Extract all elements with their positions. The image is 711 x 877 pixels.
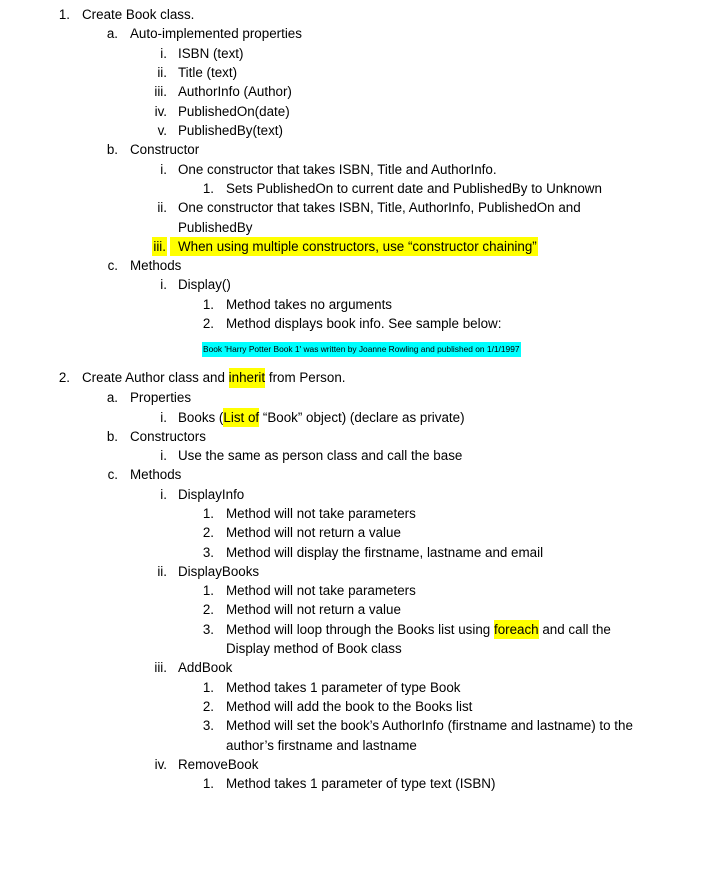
list-marker: i. [160, 277, 167, 292]
list-marker: 2. [202, 602, 214, 617]
list-item [0, 562, 711, 582]
list-item-text: Method will add the book to the Books list [226, 698, 473, 714]
list-item-continuation [0, 736, 711, 756]
list-item-text: Use the same as person class and call the base [178, 448, 463, 463]
list-item-text: Display method of Book class [226, 641, 402, 656]
list-marker: b. [106, 428, 118, 444]
list-item-text: Method will display the firstname, lastname and email [226, 544, 544, 560]
section-title: Create Book class. [82, 7, 195, 22]
list-item [0, 160, 711, 180]
list-marker: iii. [152, 237, 167, 257]
list-item-text: One constructor that takes ISBN, Title and AuthorInfo. [178, 161, 497, 177]
list-marker: 2. [202, 525, 214, 540]
list-item-text: Method displays book info. See sample below: [226, 315, 502, 331]
list-item [0, 716, 711, 736]
list-item [0, 774, 711, 794]
list-marker: a. [106, 26, 118, 41]
list-item [0, 102, 711, 122]
list-item [0, 82, 711, 102]
list-item-text: author’s firstname and lastname [226, 737, 417, 753]
list-item-text: Sets PublishedOn to current date and PublishedBy to Unknown [226, 181, 602, 196]
list-item-text: AddBook [178, 660, 233, 675]
list-marker: 3. [202, 621, 214, 637]
list-marker: i. [160, 161, 167, 177]
highlighted-text: When using multiple constructors, use “constructor chaining” [170, 237, 538, 257]
list-item-text: Method will not return a value [226, 525, 401, 540]
subsection-title: Methods [130, 258, 182, 273]
list-marker: 2. [202, 698, 214, 714]
list-marker: 1. [202, 679, 214, 695]
list-item [0, 63, 711, 83]
list-marker: 1. [202, 181, 214, 196]
highlight-wrap [170, 237, 538, 257]
list-marker: 2. [58, 370, 70, 385]
subsection-title: Methods [130, 467, 182, 482]
list-item [0, 5, 711, 25]
list-marker: 1. [202, 506, 214, 521]
list-item [0, 427, 711, 447]
list-marker: iv. [154, 103, 167, 119]
list-item-text: DisplayInfo [178, 486, 245, 502]
sample-output-text: Book 'Harry Potter Book 1' was written by Joanne Rowling and published on 1/1/1997 [202, 342, 521, 357]
title-text: from Person. [265, 370, 346, 385]
list-item [0, 24, 711, 44]
text-run: and call the [538, 621, 611, 637]
list-item-continuation [0, 639, 711, 659]
subsection-title: Properties [130, 390, 192, 405]
list-item-text: Method will not take parameters [226, 583, 416, 598]
list-marker: c. [107, 258, 118, 273]
list-item [0, 465, 711, 485]
list-marker: 1. [202, 296, 214, 312]
list-item-text: Method takes 1 parameter of type text (ISBN) [226, 776, 496, 791]
list-item [0, 543, 711, 563]
list-marker: ii. [157, 564, 167, 579]
list-marker: iv. [154, 757, 167, 772]
list-item [0, 44, 711, 64]
text-run: Books ( [178, 409, 224, 425]
list-item [0, 620, 711, 640]
list-item-text [178, 408, 465, 428]
list-marker: 1. [202, 776, 214, 791]
list-item [0, 408, 711, 428]
list-marker: iii. [154, 660, 167, 675]
list-item [0, 678, 711, 698]
list-marker: i. [160, 45, 167, 61]
list-marker: 2. [202, 315, 214, 331]
list-item [0, 504, 711, 524]
list-item [0, 179, 711, 199]
list-marker: c. [107, 467, 118, 482]
list-marker: b. [106, 142, 118, 157]
list-marker: a. [106, 390, 118, 405]
list-marker: i. [160, 409, 167, 425]
list-item-text: Display() [178, 277, 231, 292]
list-item-text: Method takes 1 parameter of type Book [226, 679, 461, 695]
list-item [0, 523, 711, 543]
list-marker: i. [160, 486, 167, 502]
list-item-text: ISBN (text) [178, 45, 244, 61]
list-item [0, 368, 711, 388]
list-item-text: PublishedBy(text) [178, 123, 283, 138]
highlighted-text: List of [223, 408, 259, 428]
list-item [0, 275, 711, 295]
list-item [0, 446, 711, 466]
list-item-highlighted [0, 237, 711, 257]
list-marker: v. [157, 123, 167, 138]
list-item [0, 140, 711, 160]
text-run: “Book” object) (declare as private) [259, 409, 465, 425]
subsection-title: Constructor [130, 142, 200, 157]
list-marker: i. [160, 448, 167, 463]
list-marker: 3. [202, 718, 214, 733]
list-item-continuation [0, 218, 711, 238]
list-item [0, 581, 711, 601]
list-item [0, 600, 711, 620]
list-item [0, 256, 711, 276]
list-item [0, 697, 711, 717]
list-item [0, 755, 711, 775]
subsection-title: Auto-implemented properties [130, 26, 302, 41]
list-item-text: Method will not take parameters [226, 506, 416, 521]
list-marker: 1. [58, 7, 70, 22]
list-item-text [226, 620, 611, 640]
list-item-text: Method takes no arguments [226, 296, 392, 312]
list-item [0, 658, 711, 678]
list-item-text: RemoveBook [178, 757, 259, 772]
list-item-text: Method will set the book’s AuthorInfo (firstname and lastname) to the [226, 718, 633, 733]
list-item-text: One constructor that takes ISBN, Title, AuthorInfo, PublishedOn and [178, 200, 581, 215]
list-item-text: PublishedOn(date) [178, 103, 290, 119]
list-item [0, 121, 711, 141]
section-title [82, 368, 346, 388]
title-text: Create Author class and [82, 370, 229, 385]
list-marker-highlight-wrap [131, 237, 167, 257]
list-marker: ii. [157, 200, 167, 215]
list-item [0, 485, 711, 505]
list-item-text: Method will not return a value [226, 602, 401, 617]
list-item [0, 198, 711, 218]
list-marker: 1. [202, 583, 214, 598]
list-item [0, 295, 711, 315]
list-item [0, 388, 711, 408]
list-item-text: Title (text) [178, 65, 238, 80]
highlighted-text: inherit [229, 368, 265, 388]
list-item-text: DisplayBooks [178, 564, 260, 579]
list-item-text: PublishedBy [178, 219, 253, 235]
list-marker: iii. [154, 84, 167, 99]
text-run: Method will loop through the Books list using [226, 621, 494, 637]
subsection-title: Constructors [130, 428, 206, 444]
list-marker: 3. [202, 544, 214, 560]
list-item-text: AuthorInfo (Author) [178, 84, 292, 99]
highlighted-text: foreach [494, 620, 539, 640]
list-marker: ii. [157, 65, 167, 80]
list-item [0, 314, 711, 334]
